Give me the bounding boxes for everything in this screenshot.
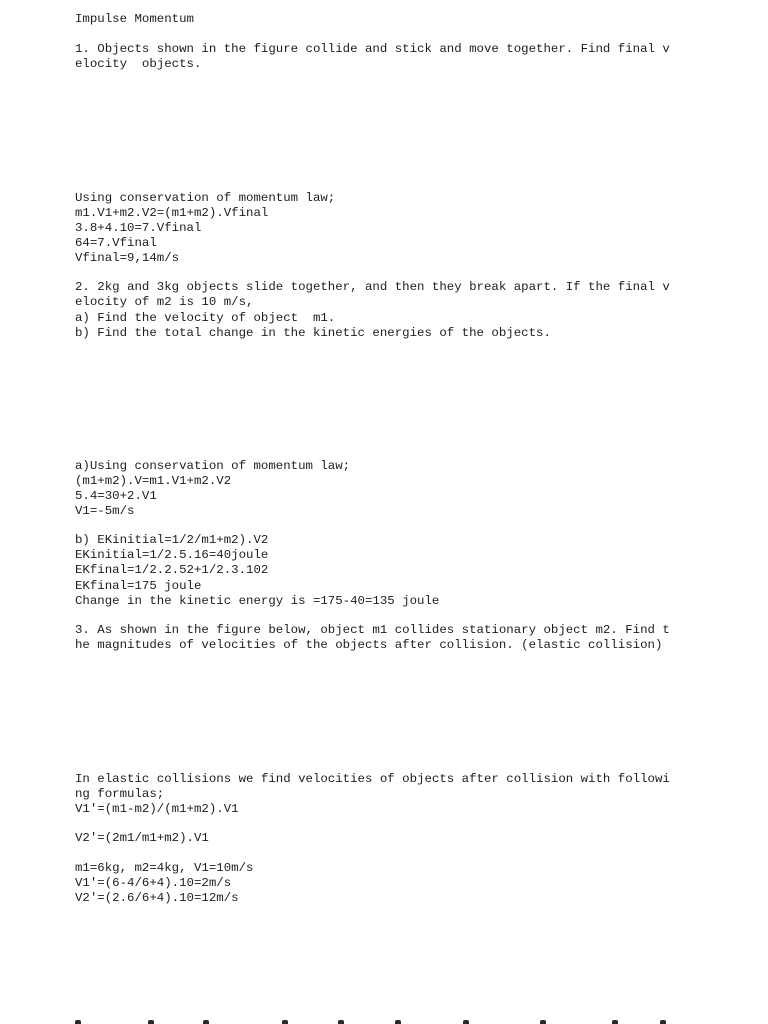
- question-2-line-2: elocity of m2 is 10 m/s,: [75, 295, 254, 309]
- answer-2b-equation-2: EKinitial=1/2.5.16=40joule: [75, 548, 269, 562]
- answer-2b-equation-4: EKfinal=175 joule: [75, 579, 202, 593]
- answer-3-line-1: In elastic collisions we find velocities of objects after collision with followi: [75, 772, 670, 786]
- answer-1-equation-3: 64=7.Vfinal: [75, 236, 157, 250]
- question-2-part-b: b) Find the total change in the kinetic energies of the objects.: [75, 326, 551, 340]
- question-2-part-a: a) Find the velocity of object m1.: [75, 311, 336, 325]
- answer-3-given-values: m1=6kg, m2=4kg, V1=10m/s: [75, 861, 254, 875]
- answer-3-line-2: ng formulas;: [75, 787, 165, 801]
- answer-2b-equation-1: b) EKinitial=1/2/m1+m2).V2: [75, 533, 269, 547]
- question-3-line-2: he magnitudes of velocities of the objects after collision. (elastic collision): [75, 638, 663, 652]
- question-1-line-2: elocity objects.: [75, 57, 202, 71]
- answer-2b-equation-5: Change in the kinetic energy is =175-40=135 joule: [75, 594, 440, 608]
- answer-1-intro: Using conservation of momentum law;: [75, 191, 336, 205]
- answer-1-equation-2: 3.8+4.10=7.Vfinal: [75, 221, 202, 235]
- answer-2a-intro: a)Using conservation of momentum law;: [75, 459, 351, 473]
- answer-2a-equation-3: V1=-5m/s: [75, 504, 135, 518]
- cut-off-text-row: [0, 1016, 768, 1024]
- answer-2b-equation-3: EKfinal=1/2.2.52+1/2.3.102: [75, 563, 269, 577]
- question-1-line-1: 1. Objects shown in the figure collide and stick and move together. Find final v: [75, 42, 670, 56]
- answer-1-equation-4: Vfinal=9,14m/s: [75, 251, 180, 265]
- answer-3-formula-1: V1'=(m1-m2)/(m1+m2).V1: [75, 802, 239, 816]
- answer-2a-equation-2: 5.4=30+2.V1: [75, 489, 157, 503]
- question-2-line-1: 2. 2kg and 3kg objects slide together, and then they break apart. If the final v: [75, 280, 670, 294]
- answer-3-result-2: V2'=(2.6/6+4).10=12m/s: [75, 891, 239, 905]
- answer-3-result-1: V1'=(6-4/6+4).10=2m/s: [75, 876, 232, 890]
- question-3-line-1: 3. As shown in the figure below, object m1 collides stationary object m2. Find t: [75, 623, 670, 637]
- answer-1-equation-1: m1.V1+m2.V2=(m1+m2).Vfinal: [75, 206, 269, 220]
- answer-3-formula-2: V2'=(2m1/m1+m2).V1: [75, 831, 209, 845]
- answer-2a-equation-1: (m1+m2).V=m1.V1+m2.V2: [75, 474, 232, 488]
- document-title: Impulse Momentum: [75, 12, 194, 26]
